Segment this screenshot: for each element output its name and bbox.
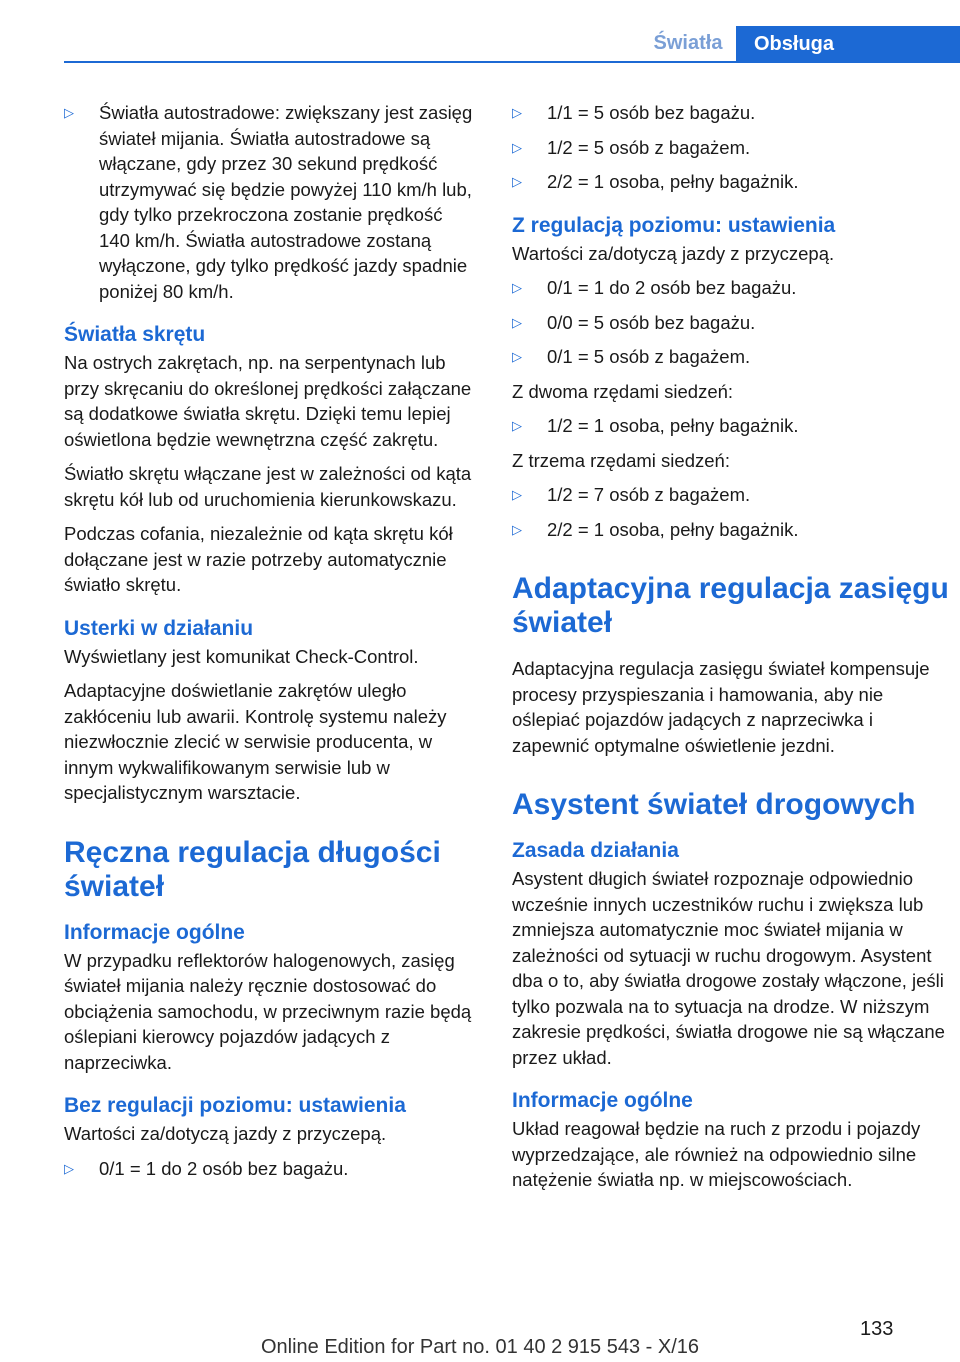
section-heading-general: Informacje ogólne [512,1089,693,1112]
triangle-bullet-icon: ▷ [512,418,522,433]
triangle-bullet-icon: ▷ [64,1160,74,1176]
triangle-bullet-icon: ▷ [512,174,522,189]
section-heading-no-leveling: Bez regulacji poziomu: ustawienia [64,1094,406,1117]
section-heading-cornering: Światła skrętu [64,323,206,346]
triangle-bullet-icon: ▷ [512,487,522,502]
left-column [64,100,477,1190]
chapter-heading-adaptive-range: Adaptacyjna regulacja zasięgu świateł [512,572,949,639]
list-item [512,310,952,336]
section-heading-principle: Zasada działania [512,839,679,862]
list-item [512,169,952,195]
list-item-text: 1/2 = 7 osób z bagażem. [547,484,751,505]
triangle-bullet-icon: ▷ [64,105,74,120]
triangle-bullet-icon: ▷ [512,139,522,155]
chapter-heading-high-beam-assistant: Asystent świateł drogowych [512,788,916,821]
list-item [64,1156,477,1182]
paragraph: Wyświetlany jest komunikat Check-Control. [64,645,419,667]
list-item-text: 1/2 = 5 osób z bagażem. [547,136,751,158]
section-heading-faults: Usterki w działaniu [64,616,254,640]
paragraph: Z dwoma rzędami siedzeń: [512,380,734,402]
paragraph: W przypadku reflektorów halogenowych, zasięg świateł mijania należy ręcznie dostosować do obciążenia samochodu, w przeciwnym razie będą oślepiani kierowcy pojazdów jadących z naprzeciwka. [64,949,472,1073]
paragraph: Światło skrętu włączane jest w zależności od kąta skrętu kół lub od uruchomienia kierunkowskazu. [64,463,472,510]
list-item-text: 2/2 = 1 osoba, pełny bagażnik. [547,518,799,540]
section-heading-general: Informacje ogólne [64,920,245,944]
section-heading-leveling: Z regulacją poziomu: ustawienia [512,213,836,237]
paragraph: Wartości za/dotyczą jazdy z przyczepą. [512,242,835,264]
list-item-text: 0/1 = 1 do 2 osób bez bagażu. [547,277,797,298]
triangle-bullet-icon: ▷ [512,521,522,537]
triangle-bullet-icon: ▷ [512,105,522,120]
list-item [512,100,952,126]
footer-edition-note: Online Edition for Part no. 01 40 2 915 543 - X/16 [260,1336,700,1358]
paragraph: Adaptacyjna regulacja zasięgu świateł kompensuje procesy przyspieszania i hamowania, aby nie oślepiać pojazdów jadących z naprzeciwka i zapewnić optymalne oświetlenie jezdni. [512,658,930,756]
list-item-text: 1/2 = 1 osoba, pełny bagażnik. [547,415,799,436]
header-tab-section[interactable]: Światła [653,32,723,54]
list-item-text: 0/1 = 5 osób z bagażem. [547,346,751,367]
paragraph: Wartości za/dotyczą jazdy z przyczepą. [64,1123,387,1144]
list-item-text: 1/1 = 5 osób bez bagażu. [547,102,756,123]
right-column [512,100,952,1202]
paragraph: Podczas cofania, niezależnie od kąta skrętu kół dołączane jest w razie potrzeby automatycznie światło skrętu. [64,523,453,595]
paragraph: Z trzema rzędami siedzeń: [512,449,730,471]
paragraph: Adaptacyjne doświetlanie zakrętów uległo zakłóceniu lub awarii. Kontrolę systemu należy niezwłocznie zlecić w serwisie producenta, w innym wykwalifikowanym serwisie lub w specjalistycznym warsztacie. [64,680,447,803]
list-item [64,100,477,304]
paragraph: Asystent długich świateł rozpoznaje odpowiednio wcześnie innych uczestników ruchu i zwiększa lub zmniejsza automatycznie moc świateł mijania w zależności od sytuacji w ruchu drogowym. Asystent dba o to, aby światła drogowe zostały włączone, jeśli tylko pozwala na to sytuacja na drodze. W niższym zakresie prędkości, światła drogowe nie są włączane przez układ. [512,868,945,1068]
list-item-text: 2/2 = 1 osoba, pełny bagażnik. [547,171,799,192]
triangle-bullet-icon: ▷ [512,349,522,364]
list-item [512,275,952,301]
paragraph: Układ reagował będzie na ruch z przodu i pojazdy wyprzedzające, ale również na odpowiednio silne natężenie światła np. w miejscowościach. [512,1118,921,1190]
header-tab-chapter[interactable]: Obsługa [736,26,960,63]
chapter-heading-manual-range: Ręczna regulacja długości świateł [64,835,441,903]
triangle-bullet-icon: ▷ [512,314,522,330]
list-item-text: 0/0 = 5 osób bez bagażu. [547,311,756,333]
list-item [512,413,952,439]
list-item-text: 0/1 = 1 do 2 osób bez bagażu. [99,1157,349,1179]
list-item [512,517,952,543]
paragraph: Na ostrych zakrętach, np. na serpentynach lub przy skręcaniu do określonej prędkości załączane są dodatkowe światła skrętu. Dzięki temu lepiej oświetlona będzie wewnętrzna część zakrętu. [64,352,472,450]
list-item [512,135,952,161]
triangle-bullet-icon: ▷ [512,280,522,295]
list-item [512,344,952,370]
list-item-text: Światła autostradowe: zwiększany jest zasięg świateł mijania. Światła autostradowe są włączane, gdy przez 30 sekund prędkość utrzymywać się będzie powyżej 110 km/h lub, gdy tylko przekroczona zostanie prędkość 140 km/h. Światła autostradowe zostaną wyłączone, gdy tylko prędkość jazdy spadnie poniżej 80 km/h. [99,102,473,302]
list-item [512,482,952,508]
page-number: 133 [860,1318,894,1340]
